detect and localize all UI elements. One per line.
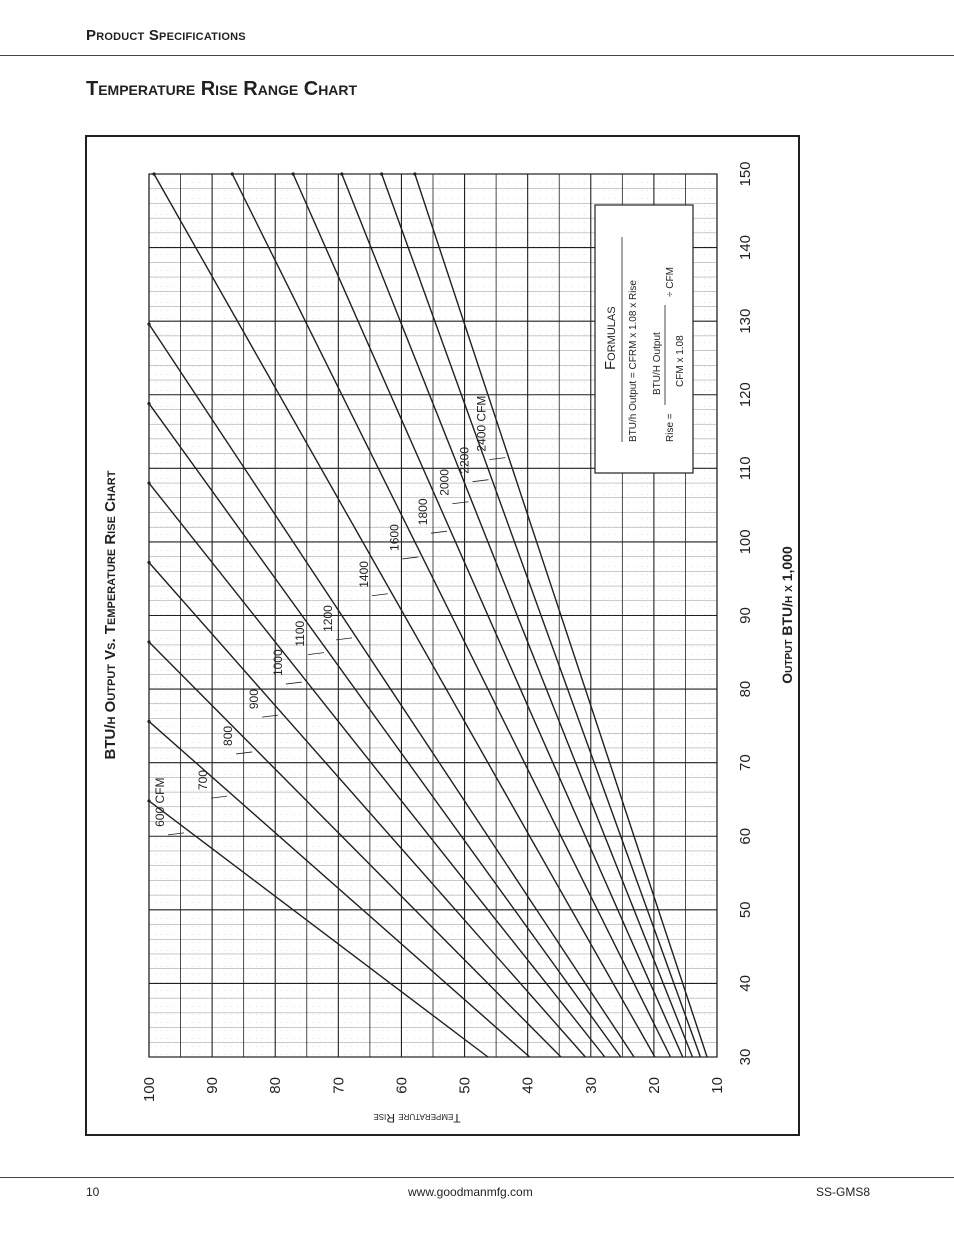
cfm-line-1100 bbox=[149, 404, 621, 1057]
cfm-label-900: 900 bbox=[247, 689, 262, 710]
x-tick-label: 120 bbox=[737, 382, 754, 408]
y-tick-label: 90 bbox=[204, 1077, 222, 1094]
y-tick-label: 70 bbox=[330, 1077, 348, 1094]
x-tick-label: 90 bbox=[737, 607, 754, 624]
cfm-line-endpoint bbox=[147, 402, 150, 405]
x-tick-label: 140 bbox=[737, 235, 754, 261]
cfm-leader bbox=[308, 653, 324, 655]
cfm-leader-lines bbox=[168, 458, 505, 835]
x-tick-label: 80 bbox=[737, 680, 754, 698]
header-title: Product Specifications bbox=[86, 27, 246, 44]
cfm-line-endpoint bbox=[147, 799, 150, 802]
formula-rise-prefix: Rise = bbox=[665, 413, 676, 442]
cfm-line-800 bbox=[149, 642, 561, 1057]
formula-suffix: ÷ CFM bbox=[665, 267, 676, 297]
x-tick-label: 60 bbox=[737, 827, 754, 845]
y-tick-label: 100 bbox=[141, 1077, 158, 1103]
x-tick-label: 110 bbox=[737, 456, 754, 481]
cfm-leader bbox=[168, 833, 184, 835]
cfm-label-2400: 2400 CFM bbox=[474, 395, 489, 452]
cfm-leader bbox=[236, 752, 252, 754]
y-tick-label: 30 bbox=[582, 1077, 600, 1094]
formula-btu-output: BTU/h Output = CFRM x 1.08 x Rise bbox=[628, 280, 639, 442]
cfm-line-600 bbox=[149, 801, 488, 1057]
cfm-label-700: 700 bbox=[196, 770, 211, 791]
cfm-label-600: 600 CFM bbox=[153, 777, 168, 827]
cfm-label-1100: 1100 bbox=[292, 620, 307, 647]
chart-title: BTU/h Output Vs. Temperature Rise Chart bbox=[102, 470, 119, 760]
cfm-label-800: 800 bbox=[221, 725, 236, 746]
cfm-line-900 bbox=[149, 563, 585, 1057]
cfm-line-1000 bbox=[149, 483, 605, 1057]
page-number: 10 bbox=[86, 1185, 100, 1199]
cfm-leader bbox=[372, 594, 388, 596]
y-tick-label: 40 bbox=[519, 1077, 537, 1094]
x-tick-label: 70 bbox=[737, 754, 754, 772]
x-tick-label: 30 bbox=[737, 1048, 754, 1066]
cfm-leader bbox=[452, 502, 468, 504]
cfm-line-endpoint bbox=[231, 172, 234, 175]
x-tick-label: 40 bbox=[737, 975, 754, 992]
footer-website: www.goodmanmfg.com bbox=[408, 1185, 533, 1199]
cfm-line-1200 bbox=[149, 324, 634, 1057]
cfm-leader bbox=[211, 796, 227, 798]
y-tick-label: 80 bbox=[267, 1077, 285, 1094]
cfm-line-endpoint bbox=[147, 720, 150, 723]
cfm-label-1000: 1000 bbox=[270, 649, 285, 677]
footer-divider bbox=[0, 1177, 954, 1178]
cfm-line-endpoint bbox=[147, 640, 150, 643]
x-tick-label: 100 bbox=[737, 529, 754, 555]
document-code: SS-GMS8 bbox=[816, 1185, 871, 1199]
x-tick-label: 130 bbox=[737, 308, 754, 334]
cfm-leader bbox=[473, 480, 489, 482]
header-divider bbox=[0, 55, 954, 56]
cfm-leader bbox=[402, 557, 418, 559]
cfm-line-endpoint bbox=[147, 561, 150, 564]
y-axis-title: Temperature Rise bbox=[373, 1111, 461, 1125]
cfm-label-1400: 1400 bbox=[356, 561, 371, 588]
formula-numerator: BTU/H Output bbox=[652, 332, 663, 395]
cfm-label-2200: 2200 bbox=[457, 446, 472, 474]
cfm-label-1200: 1200 bbox=[321, 605, 336, 632]
y-tick-label: 60 bbox=[393, 1077, 411, 1094]
section-title: Temperature Rise Range Chart bbox=[86, 78, 358, 100]
formulas-box bbox=[595, 205, 693, 473]
x-axis-title: Output BTU/h x 1,000 bbox=[779, 546, 795, 684]
temperature-rise-chart bbox=[87, 137, 798, 1134]
cfm-line-endpoint bbox=[152, 172, 155, 175]
cfm-leader bbox=[286, 682, 302, 684]
y-tick-label: 50 bbox=[456, 1077, 474, 1094]
y-tick-label: 20 bbox=[645, 1077, 663, 1094]
formulas-title: Formulas bbox=[602, 306, 619, 370]
formula-denominator: CFM x 1.08 bbox=[675, 335, 686, 387]
x-tick-label: 150 bbox=[737, 161, 754, 187]
cfm-line-endpoint bbox=[147, 323, 150, 326]
y-tick-label: 10 bbox=[709, 1077, 726, 1094]
chart-frame bbox=[85, 135, 800, 1136]
cfm-leader bbox=[489, 458, 505, 460]
cfm-line-endpoint bbox=[380, 172, 383, 175]
cfm-line-endpoint bbox=[413, 172, 416, 175]
x-tick-label: 50 bbox=[737, 901, 754, 919]
cfm-label-1800: 1800 bbox=[415, 498, 430, 526]
cfm-line-endpoint bbox=[340, 172, 343, 175]
cfm-label-1600: 1600 bbox=[387, 524, 402, 551]
cfm-line-endpoint bbox=[292, 172, 295, 175]
cfm-label-2000: 2000 bbox=[437, 469, 452, 496]
cfm-line-endpoint bbox=[147, 481, 150, 484]
